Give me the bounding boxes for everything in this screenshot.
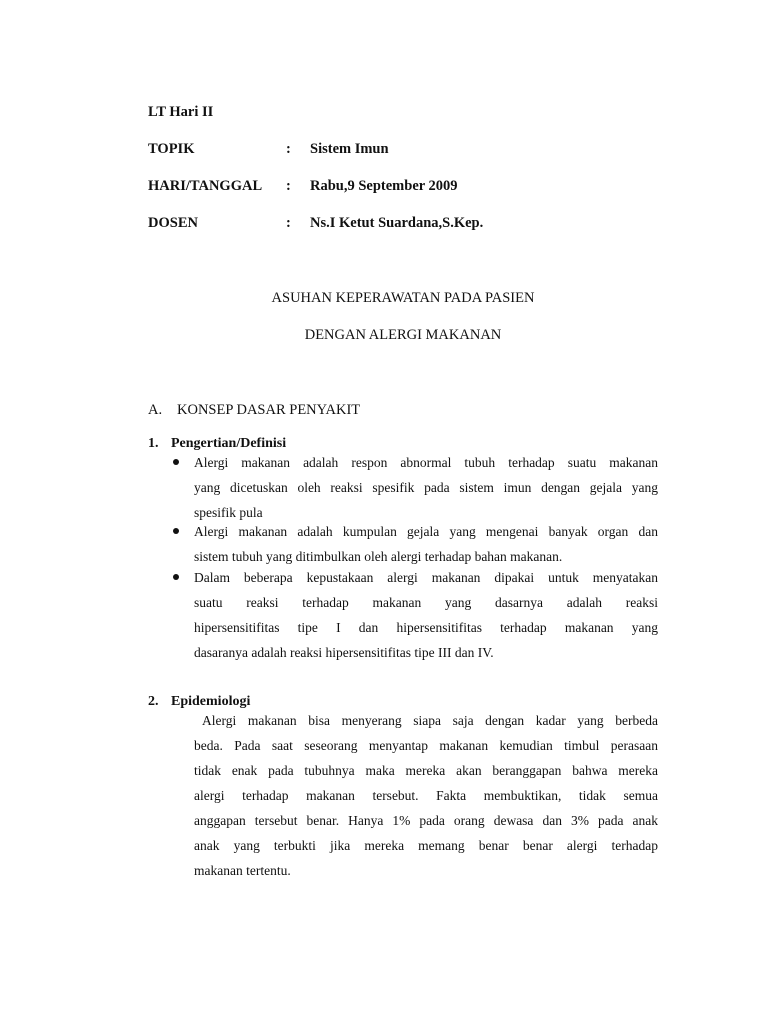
- item-1-heading: Pengertian/Definisi: [171, 436, 287, 451]
- epidemiologi-line: alergi terhadap makanan tersebut. Fakta membuktikan, tidak semua: [194, 788, 658, 803]
- epidemiologi-line: anggapan tersebut benar. Hanya 1% pada orang dewasa dan 3% pada anak: [194, 813, 658, 828]
- bullet-dot-icon: [173, 459, 179, 465]
- item-2-heading: Epidemiologi: [171, 694, 251, 709]
- document-title-line-2: DENGAN ALERGI MAKANAN: [304, 327, 502, 343]
- section-a-heading: KONSEP DASAR PENYAKIT: [177, 402, 361, 418]
- bullet-3-line: dasaranya adalah reaksi hipersensitifitas tipe III dan IV.: [194, 645, 494, 660]
- item-2-number: 2.: [148, 694, 159, 709]
- item-1-number: 1.: [148, 436, 159, 451]
- bullet-1-line: spesifik pula: [194, 505, 263, 520]
- epidemiologi-line: makanan tertentu.: [194, 863, 291, 878]
- lt-hari-label: LT Hari II: [148, 104, 214, 120]
- hari-tanggal-separator: :: [286, 178, 291, 194]
- bullet-dot-icon: [173, 574, 179, 580]
- bullet-2-line: sistem tubuh yang ditimbulkan oleh alergi terhadap bahan makanan.: [194, 549, 563, 564]
- bullet-2-text: [194, 519, 658, 569]
- section-a-marker: A.: [148, 402, 163, 418]
- epidemiologi-line: beda. Pada saat seseorang menyantap makanan kemudian timbul perasaan: [194, 738, 658, 753]
- epidemiologi-line: anak yang terbukti jika mereka memang benar benar alergi terhadap: [194, 838, 658, 853]
- epidemiologi-paragraph: [194, 708, 658, 883]
- epidemiologi-line: Alergi makanan bisa menyerang siapa saja dengan kadar yang berbeda: [202, 713, 658, 728]
- document-title-line-1: ASUHAN KEPERAWATAN PADA PASIEN: [271, 290, 535, 306]
- bullet-1-line: Alergi makanan adalah respon abnormal tubuh terhadap suatu makanan: [194, 455, 658, 470]
- bullet-3-line: Dalam beberapa kepustakaan alergi makanan dipakai untuk menyatakan: [194, 570, 658, 585]
- bullet-2-line: Alergi makanan adalah kumpulan gejala yang mengenai banyak organ dan: [194, 524, 658, 539]
- bullet-1-text: [194, 450, 658, 525]
- hari-tanggal-label: HARI/TANGGAL: [148, 178, 263, 194]
- epidemiologi-line: tidak enak pada tubuhnya maka mereka akan beranggapan bahwa mereka: [194, 763, 658, 778]
- topik-separator: :: [286, 141, 291, 157]
- dosen-value: Ns.I Ketut Suardana,S.Kep.: [310, 215, 484, 231]
- bullet-3-text: [194, 565, 658, 665]
- bullet-1-line: yang dicetuskan oleh reaksi spesifik pada sistem imun dengan gejala yang: [194, 480, 658, 495]
- bullet-3-line: hipersensitifitas tipe I dan hipersensitifitas terhadap makanan yang: [194, 620, 658, 635]
- topik-label: TOPIK: [148, 141, 195, 157]
- bullet-dot-icon: [173, 528, 179, 534]
- dosen-label: DOSEN: [148, 215, 198, 231]
- dosen-separator: :: [286, 215, 291, 231]
- topik-value: Sistem Imun: [310, 141, 389, 157]
- hari-tanggal-value: Rabu,9 September 2009: [310, 178, 458, 194]
- bullet-3-line: suatu reaksi terhadap makanan yang dasarnya adalah reaksi: [194, 595, 658, 610]
